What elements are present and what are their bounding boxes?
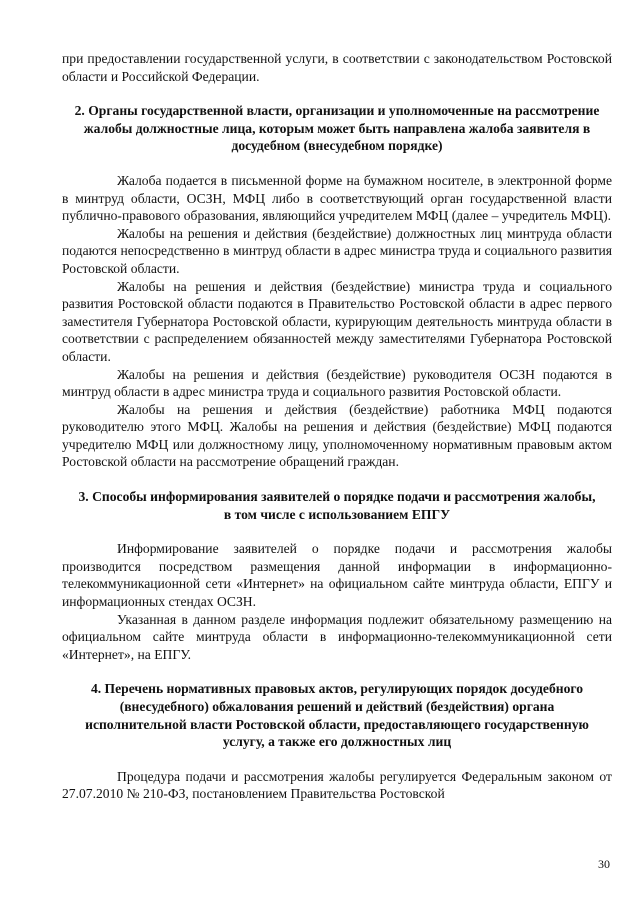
section-3-paragraph: Указанная в данном разделе информация подлежит обязательному размещению на официальном сайте минтруда области в информационно-телекоммуникационной сети «Интернет», на ЕПГУ. [62, 611, 612, 662]
section-3-paragraph: Информирование заявителей о порядке подачи и рассмотрения жалобы производится посредством размещения данной информации в информационно-телекоммуникационной сети «Интернет» на официальном сайте минтруда области, ЕПГУ и информационных стендах ОСЗН. [62, 541, 612, 610]
document-page [62, 50, 612, 803]
section-2-paragraph: Жалобы на решения и действия (бездействие) работника МФЦ подаются руководителю этого МФЦ. Жалобы на решения и действия (бездействие) МФЦ подаются учредителю МФЦ или должностному лицу, уполномоченному нормативным правовым актом Ростовской области на рассмотрение обращений граждан. [62, 401, 612, 470]
section-4-paragraph: Процедура подачи и рассмотрения жалобы регулируется Федеральным законом от 27.07.2010 № 210-ФЗ, постановлением Правительства Ростовской [62, 768, 612, 802]
intro-paragraph: при предоставлении государственной услуги, в соответствии с законодательством Ростовской области и Российской Федерации. [62, 51, 612, 84]
section-2-paragraph: Жалобы на решения и действия (бездействие) руководителя ОСЗН подаются в минтруд области в адрес министра труда и социального развития Ростовской области. [62, 366, 612, 400]
section-2-paragraph: Жалоба подается в письменной форме на бумажном носителе, в электронной форме в минтруд области, ОСЗН, МФЦ либо в соответствующий орган государственной власти публично-правового образования, являющийся учредителем МФЦ (далее – учредитель МФЦ). [62, 172, 612, 224]
section-3-heading: 3. Способы информирования заявителей о порядке подачи и рассмотрения жалобы, в том числе с использованием ЕПГУ [78, 489, 596, 522]
page-number: 30 [598, 857, 610, 871]
section-2-paragraph: Жалобы на решения и действия (бездействие) министра труда и социального развития Ростовской области подаются в Правительство Ростовской области в адрес первого заместителя Губернатора Ростовской области, курирующим деятельность минтруда области в соответствии с распределением обязанностей между заместителями Губернатора Ростовской области. [62, 278, 612, 364]
section-4-heading: 4. Перечень нормативных правовых актов, регулирующих порядок досудебного (внесудебного) обжалования решений и действий (бездействия) органа исполнительной власти Ростовской области, предоставляющего государственную услугу, а также его должностных лиц [85, 681, 589, 750]
section-2-paragraph: Жалобы на решения и действия (бездействие) должностных лиц минтруда области подаются непосредственно в минтруд области в адрес министра труда и социального развития Ростовской области. [62, 225, 612, 276]
section-2-heading: 2. Органы государственной власти, организации и уполномоченные на рассмотрение жалобы должностные лица, которым может быть направлена жалоба заявителя в досудебном (внесудебном порядке) [74, 103, 600, 154]
